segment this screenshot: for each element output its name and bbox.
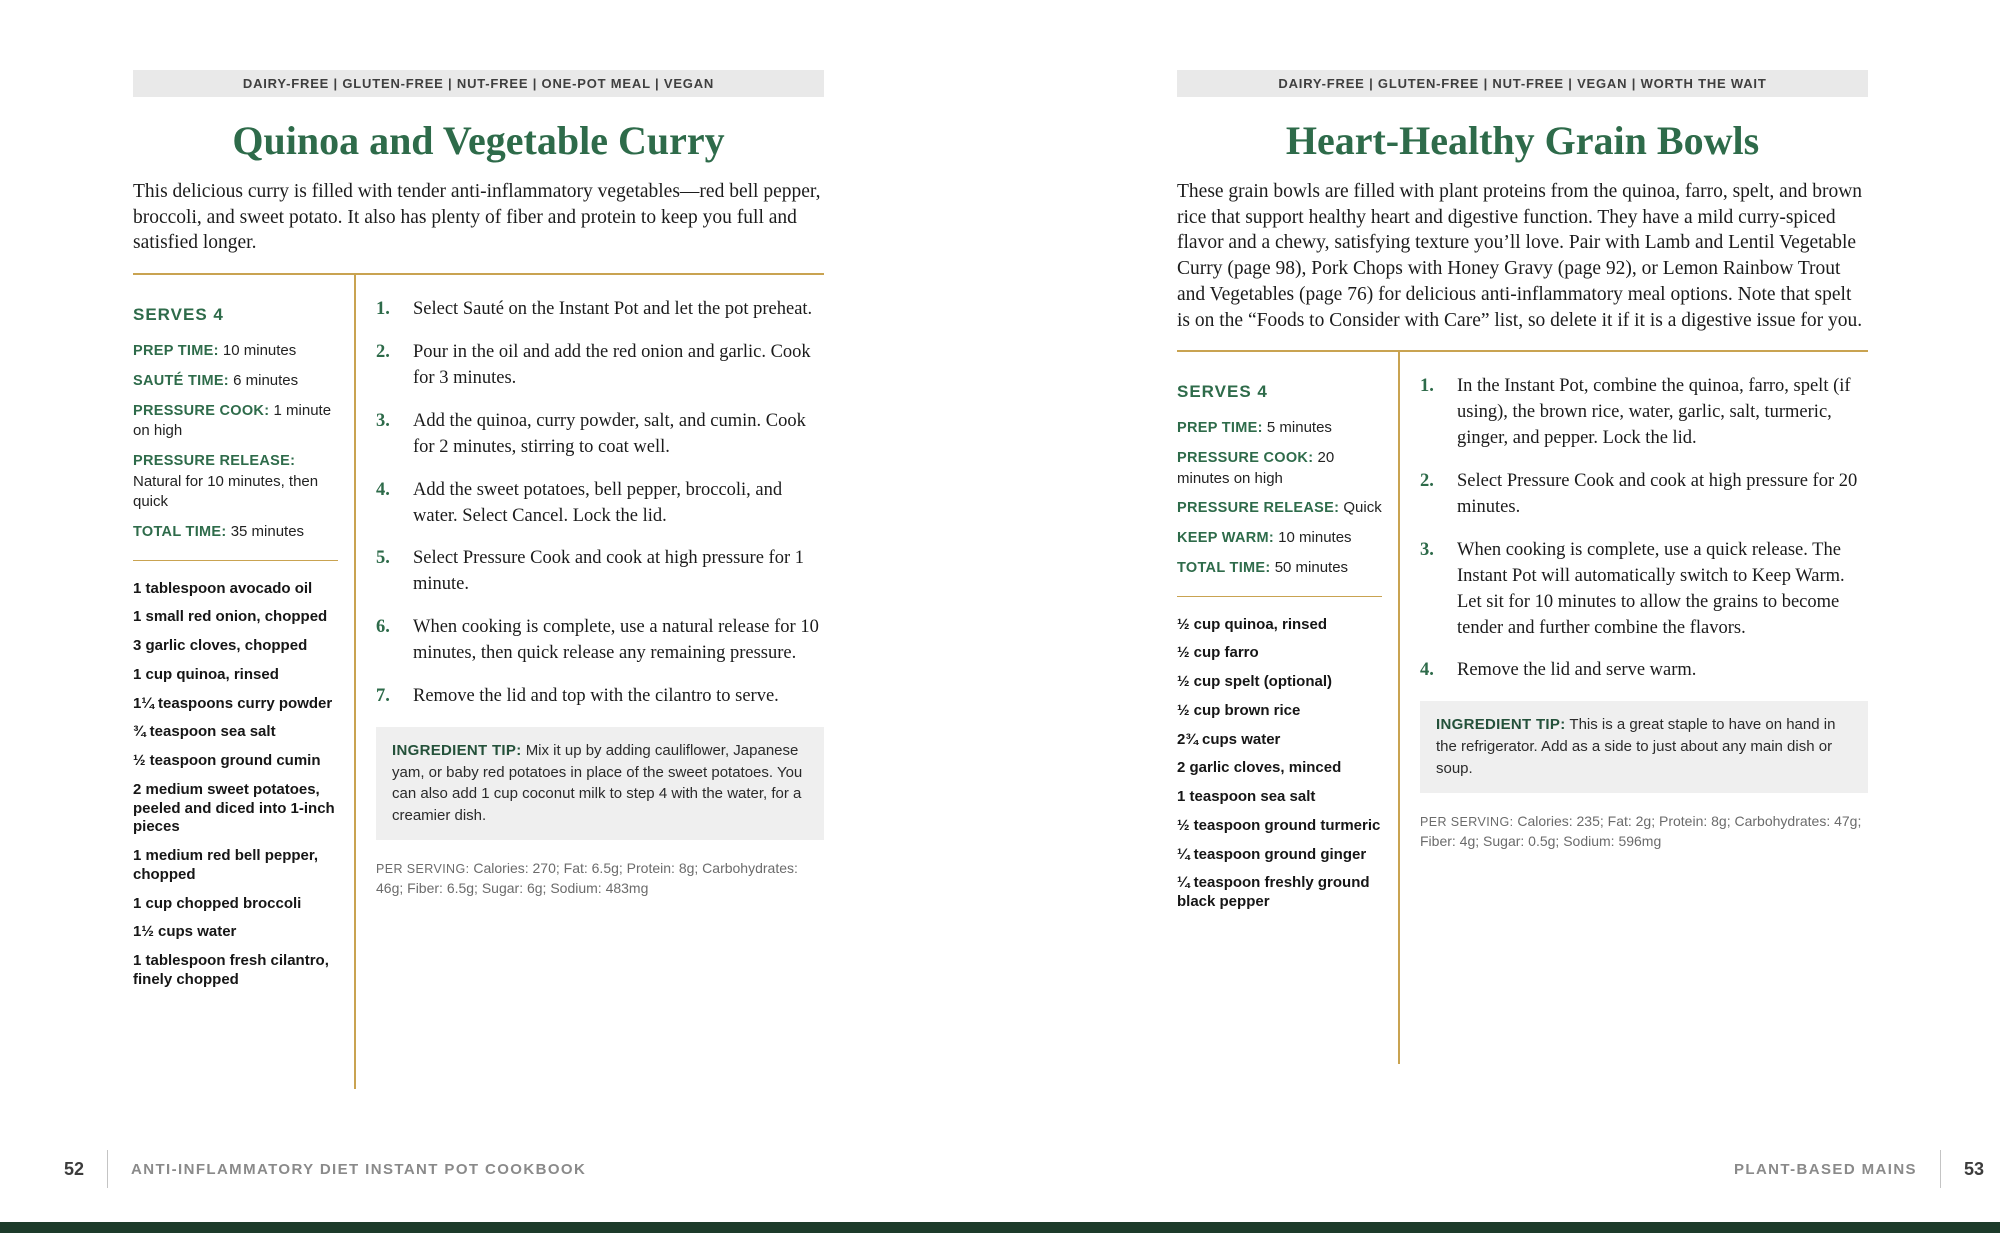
step-item: Select Pressure Cook and cook at high pressure for 1 minute. — [413, 548, 804, 595]
diet-tags-bar — [133, 70, 824, 97]
ingredient-item: 2 medium sweet potatoes, peeled and diced into 1-inch pieces — [133, 780, 335, 836]
meta-label: KEEP WARM: — [1177, 530, 1274, 547]
meta-label: PRESSURE COOK: — [1177, 450, 1314, 467]
step-item: When cooking is complete, use a natural release for 10 minutes, then quick release any remaining pressure. — [413, 617, 819, 664]
tip-label: INGREDIENT TIP: — [1436, 716, 1566, 734]
meta-value: Natural for 10 minutes, then quick — [133, 472, 319, 511]
recipe-intro: These grain bowls are filled with plant proteins from the quinoa, farro, spelt, and brown rice that support healthy heart and digestive function. They have a mild curry-spiced flavor and a chewy, satisfying texture you’ll love. Pair with Lamb and Lentil Vegetable Curry (page 98), Pork Chops with Honey Gravy (page 92), or Lemon Rainbow Trout and Vegetables (page 76) for delicious anti-inflammatory meal options. Note that spelt is on the “Foods to Consider with Care” list, so delete it if it is a digestive issue for you. — [1177, 181, 1863, 331]
meta-item — [1177, 418, 1382, 439]
footer-left — [64, 1150, 586, 1188]
meta-item — [1177, 558, 1382, 579]
step-item: Remove the lid and serve warm. — [1457, 660, 1697, 681]
meta-label: PREP TIME: — [133, 343, 219, 360]
serves-label: SERVES 4 — [133, 305, 224, 325]
ingredient-item: 2¾ cups water — [1177, 730, 1281, 748]
meta-value: 50 minutes — [1274, 558, 1349, 576]
ingredient-item: 1 tablespoon fresh cilantro, finely chopped — [133, 952, 329, 988]
serves-label: SERVES 4 — [1177, 382, 1268, 402]
per-serving-label: PER SERVING: — [1420, 814, 1514, 829]
ingredient-item: ¾ teaspoon sea salt — [133, 723, 276, 741]
tip-label: INGREDIENT TIP: — [392, 741, 522, 759]
recipe-title: Quinoa and Vegetable Curry — [232, 118, 725, 163]
recipe-page-right — [1177, 70, 1868, 1064]
step-item: Select Pressure Cook and cook at high pressure for 20 minutes. — [1457, 471, 1858, 517]
ingredient-item: ¼ teaspoon freshly ground black pepper — [1177, 874, 1370, 911]
meta-item — [133, 401, 338, 442]
sidebar-divider-rule — [133, 560, 338, 561]
meta-item — [133, 451, 338, 513]
page-number-left: 52 — [64, 1158, 85, 1179]
tip-text: This is a great staple to have on hand in the refrigerator. Add as a side to just about any main dish or soup. — [1436, 716, 1836, 777]
step-item: When cooking is complete, use a quick release. The Instant Pot will automatically switch to Keep Warm. Let sit for 10 minutes to allow the grains to become tender and further combine the flavors. — [1457, 539, 1845, 638]
per-serving — [1420, 811, 1868, 852]
meta-list — [133, 341, 338, 543]
step-item: Add the quinoa, curry powder, salt, and cumin. Cook for 2 minutes, stirring to coat well. — [413, 410, 806, 457]
diet-tags-bar — [1177, 70, 1868, 97]
footer-divider — [1940, 1150, 1941, 1188]
per-serving — [376, 858, 824, 899]
ingredient-item: ½ cup brown rice — [1177, 701, 1301, 719]
per-serving-label: PER SERVING: — [376, 861, 470, 876]
tip-box — [1420, 701, 1868, 792]
steps-list — [1420, 374, 1868, 684]
meta-value: 20 minutes on high — [1177, 449, 1335, 487]
meta-label: SAUTÉ TIME: — [133, 372, 229, 389]
meta-item — [133, 371, 338, 392]
meta-value: 6 minutes — [233, 371, 299, 389]
meta-value: 1 minute on high — [133, 401, 332, 440]
ingredient-item: 1½ cups water — [133, 923, 237, 941]
meta-label: PRESSURE RELEASE: — [133, 452, 296, 469]
meta-item — [133, 522, 338, 543]
ingredient-item: ¼ teaspoon ground ginger — [1177, 845, 1367, 863]
diet-tags-text: DAIRY-FREE | GLUTEN-FREE | NUT-FREE | VEGAN | WORTH THE WAIT — [1278, 76, 1767, 91]
step-item: Remove the lid and top with the cilantro to serve. — [413, 686, 779, 706]
diet-tags-text: DAIRY-FREE | GLUTEN-FREE | NUT-FREE | ONE-POT MEAL | VEGAN — [242, 76, 715, 91]
ingredient-item: 1 teaspoon sea salt — [1177, 788, 1316, 806]
ingredients-list — [133, 580, 338, 990]
meta-value: 10 minutes — [222, 342, 297, 360]
meta-item — [1177, 528, 1382, 549]
meta-value: Quick — [1343, 499, 1382, 517]
meta-value: 35 minutes — [230, 523, 305, 541]
step-item: Pour in the oil and add the red onion and garlic. Cook for 3 minutes. — [413, 342, 811, 388]
bottom-bar — [0, 1222, 2000, 1233]
meta-label: TOTAL TIME: — [133, 524, 227, 541]
tip-box — [376, 727, 824, 840]
meta-item — [133, 341, 338, 362]
recipe-body — [1177, 352, 1868, 1064]
spread-footer — [0, 1150, 2000, 1194]
recipe-intro: This delicious curry is filled with tender anti-inflammatory vegetables—red bell pepper, broccoli, and sweet potato. It also has plenty of fiber and protein to keep you full and satisfied longer. — [133, 181, 821, 254]
meta-label: PREP TIME: — [1177, 420, 1263, 437]
ingredient-item: ½ teaspoon ground cumin — [133, 752, 321, 770]
meta-item — [1177, 498, 1382, 519]
ingredient-item: ½ cup spelt (optional) — [1177, 673, 1333, 691]
recipe-body — [133, 275, 824, 1089]
ingredient-item: 1 small red onion, chopped — [133, 608, 328, 626]
page-number-right: 53 — [1963, 1158, 1984, 1179]
ingredient-item: 3 garlic cloves, chopped — [133, 637, 308, 655]
ingredient-item: 2 garlic cloves, minced — [1177, 759, 1342, 777]
meta-value: 10 minutes — [1278, 529, 1352, 547]
meta-label: PRESSURE COOK: — [133, 402, 270, 419]
per-serving-text: Calories: 270; Fat: 6.5g; Protein: 8g; Carbohydrates: 46g; Fiber: 6.5g; Sugar: 6g; Sodium: 483mg — [376, 859, 798, 897]
step-item: Add the sweet potatoes, bell pepper, broccoli, and water. Select Cancel. Lock the lid. — [413, 479, 783, 526]
steps-column — [354, 275, 824, 1089]
per-serving-text: Calories: 235; Fat: 2g; Protein: 8g; Carbohydrates: 47g; Fiber: 4g; Sugar: 0.5g; Sodium: 596mg — [1420, 812, 1862, 849]
steps-list — [376, 297, 824, 710]
sidebar-divider-rule — [1177, 596, 1382, 597]
ingredient-item: ½ cup farro — [1177, 644, 1259, 662]
step-item: In the Instant Pot, combine the quinoa, farro, spelt (if using), the brown rice, water, garlic, salt, turmeric, ginger, and pepper. Lock the lid. — [1457, 376, 1851, 449]
ingredient-item: 1 cup quinoa, rinsed — [133, 665, 279, 683]
ingredient-item: 1 medium red bell pepper, chopped — [133, 847, 319, 883]
meta-value: 5 minutes — [1266, 419, 1332, 437]
meta-label: TOTAL TIME: — [1177, 559, 1271, 576]
footer-right — [1734, 1150, 1984, 1188]
ingredient-item: 1 cup chopped broccoli — [133, 894, 302, 912]
meta-item — [1177, 448, 1382, 489]
recipe-page-left — [133, 70, 824, 1089]
ingredients-list — [1177, 616, 1382, 912]
tip-text: Mix it up by adding cauliflower, Japanese yam, or baby red potatoes in place of the sweet potatoes. You can also add 1 cup coconut milk to step 4 with the water, for a creamier dish. — [392, 741, 803, 825]
meta-label: PRESSURE RELEASE: — [1177, 500, 1340, 517]
recipe-sidebar — [133, 275, 354, 1089]
footer-divider — [107, 1150, 108, 1188]
ingredient-item: 1¼ teaspoons curry powder — [133, 694, 333, 712]
ingredient-item: 1 tablespoon avocado oil — [133, 579, 313, 597]
recipe-sidebar — [1177, 352, 1398, 1064]
ingredient-item: ½ cup quinoa, rinsed — [1177, 615, 1328, 633]
recipe-title: Heart-Healthy Grain Bowls — [1285, 118, 1760, 163]
meta-list — [1177, 418, 1382, 578]
ingredient-item: ½ teaspoon ground turmeric — [1177, 816, 1381, 834]
section-title: PLANT-BASED MAINS — [1733, 1160, 1917, 1178]
book-title: ANTI-INFLAMMATORY DIET INSTANT POT COOKBOOK — [131, 1160, 587, 1178]
steps-column — [1398, 352, 1868, 1064]
step-item: Select Sauté on the Instant Pot and let the pot preheat. — [413, 299, 813, 320]
